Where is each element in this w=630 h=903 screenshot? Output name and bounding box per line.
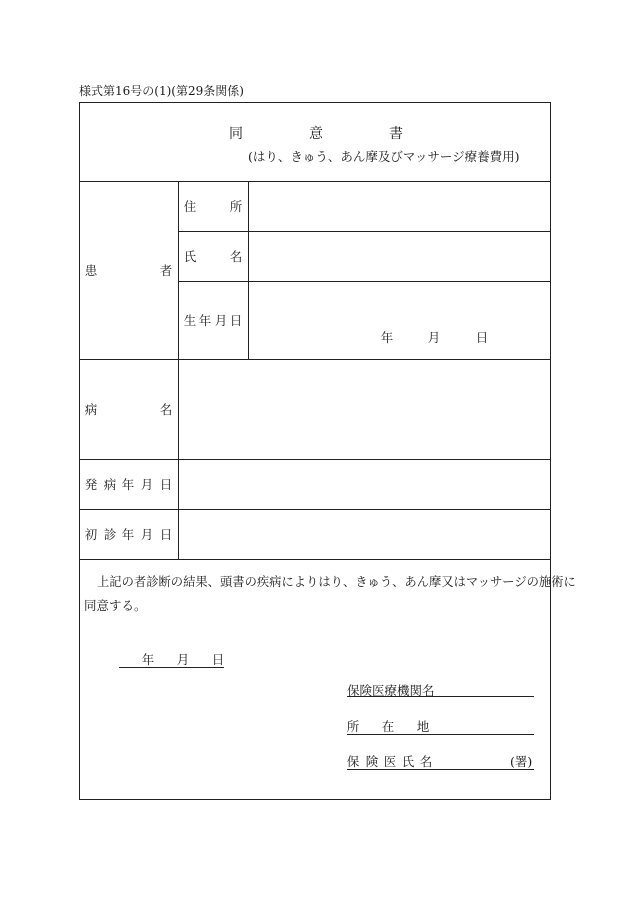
doctor-label-char: 医 bbox=[383, 753, 397, 769]
address-label-char: 所 bbox=[229, 198, 243, 214]
birthdate-label-char: 日 bbox=[229, 312, 243, 328]
patient-label-char: 者 bbox=[159, 262, 173, 278]
consent-statement-line1: 上記の者診断の結果、頭書の疾病によりはり、きゅう、あん摩又はマッサージの施術に bbox=[97, 575, 576, 589]
disease-label-char: 病 bbox=[84, 401, 98, 417]
form-number: 様式第16号の(1)(第29条関係) bbox=[79, 84, 244, 98]
firstvisit-label-char: 初 bbox=[84, 526, 98, 542]
onset-date-field[interactable] bbox=[179, 460, 550, 509]
name-label-char: 氏 bbox=[183, 248, 197, 264]
institution-label: 保険医療機関名 bbox=[347, 683, 435, 698]
birthdate-label-char: 月 bbox=[214, 312, 228, 328]
name-label-char: 名 bbox=[229, 248, 243, 264]
firstvisit-label-char: 診 bbox=[103, 526, 117, 542]
consent-date-month: 月 bbox=[176, 651, 190, 667]
consent-date-year: 年 bbox=[141, 651, 155, 667]
doctor-label-char: 名 bbox=[419, 753, 433, 769]
disease-field[interactable] bbox=[179, 360, 550, 459]
seal-mark: (署) bbox=[510, 754, 533, 769]
location-label-char: 地 bbox=[416, 718, 430, 734]
name-field[interactable] bbox=[249, 232, 550, 281]
doctor-label-char: 険 bbox=[365, 753, 379, 769]
firstvisit-label-char: 月 bbox=[140, 526, 154, 542]
onset-label-char: 発 bbox=[84, 476, 98, 492]
birthdate-year: 年 bbox=[380, 329, 394, 345]
consent-statement-line2: 同意する。 bbox=[84, 598, 147, 613]
onset-label-char: 年 bbox=[121, 476, 135, 492]
doctor-label-char: 氏 bbox=[401, 753, 415, 769]
firstvisit-date-field[interactable] bbox=[179, 510, 550, 559]
address-label-char: 住 bbox=[183, 198, 197, 214]
birthdate-field[interactable] bbox=[249, 282, 550, 359]
location-underline[interactable] bbox=[347, 734, 534, 735]
address-field[interactable] bbox=[249, 182, 550, 231]
institution-underline[interactable] bbox=[347, 696, 534, 697]
firstvisit-label-char: 年 bbox=[121, 526, 135, 542]
birthdate-day: 日 bbox=[475, 329, 489, 345]
disease-label-char: 名 bbox=[159, 401, 173, 417]
firstvisit-label-char: 日 bbox=[159, 526, 173, 542]
onset-label-char: 日 bbox=[159, 476, 173, 492]
title-char: 意 bbox=[309, 126, 323, 142]
title-subtitle: (はり、きゅう、あん摩及びマッサージ療養費用) bbox=[248, 149, 520, 164]
birthdate-month: 月 bbox=[427, 329, 441, 345]
title-char: 書 bbox=[389, 126, 403, 142]
title-char: 同 bbox=[229, 126, 243, 142]
birthdate-label-char: 年 bbox=[198, 312, 212, 328]
doctor-name-underline[interactable] bbox=[347, 769, 534, 770]
doctor-label-char: 保 bbox=[346, 753, 360, 769]
consent-date-underline[interactable] bbox=[119, 667, 224, 668]
patient-label-char: 患 bbox=[84, 262, 98, 278]
location-label-char: 在 bbox=[381, 718, 395, 734]
onset-label-char: 月 bbox=[140, 476, 154, 492]
rule-firstvisit-bottom bbox=[79, 559, 551, 560]
location-label-char: 所 bbox=[346, 718, 360, 734]
birthdate-label-char: 生 bbox=[183, 312, 197, 328]
consent-date-day: 日 bbox=[211, 651, 225, 667]
onset-label-char: 病 bbox=[103, 476, 117, 492]
